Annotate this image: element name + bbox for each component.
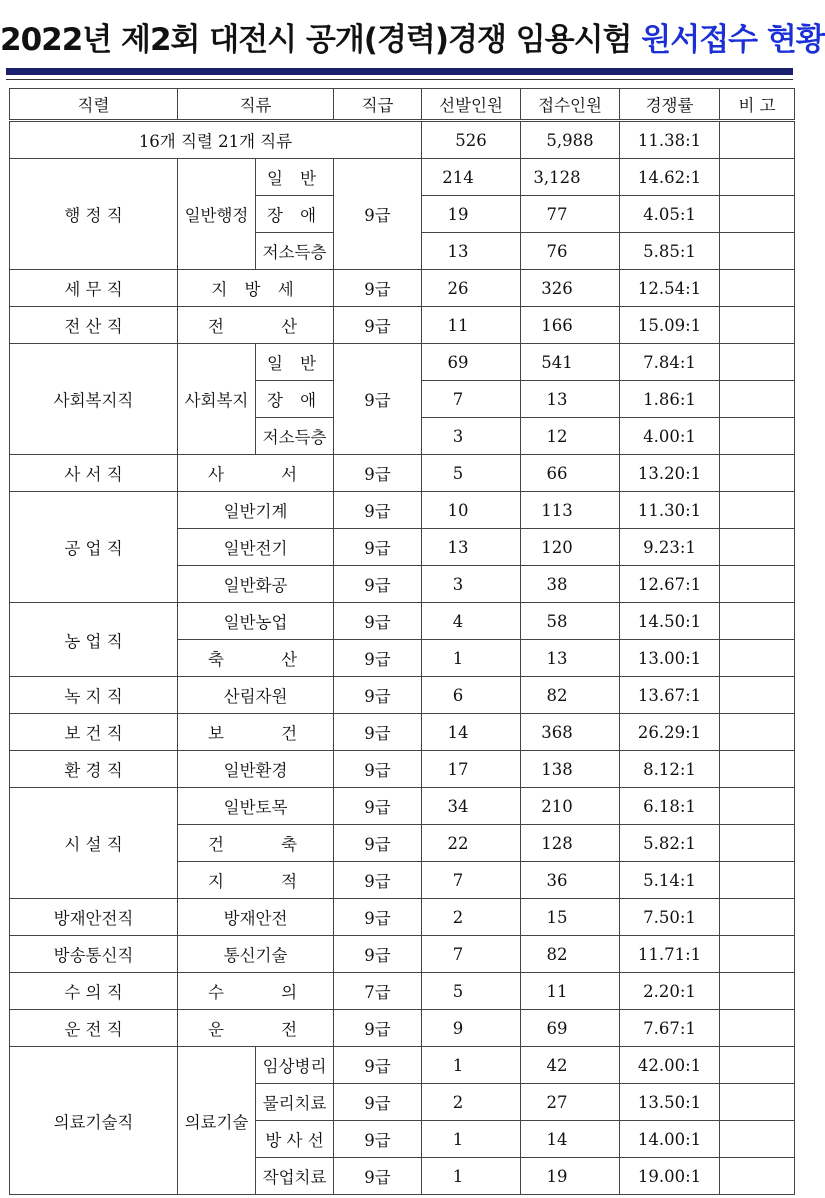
applicants-cell: 15 xyxy=(521,899,620,936)
note-cell xyxy=(720,825,795,862)
category-cell: 의료기술 xyxy=(178,1047,256,1195)
rate-cell: 1.86:1 xyxy=(620,381,720,418)
series-cell: 방재안전직 xyxy=(10,899,178,936)
note-cell xyxy=(720,196,795,233)
applicants-cell: 38 xyxy=(521,566,620,603)
header-series: 직렬 xyxy=(10,89,178,121)
applicants-cell: 128 xyxy=(521,825,620,862)
note-cell xyxy=(720,159,795,196)
page-title-main: 2022년 제2회 대전시 공개(경력)경쟁 임용시험 xyxy=(0,22,642,58)
note-cell xyxy=(720,862,795,899)
title-underline-thick xyxy=(6,68,793,75)
series-cell: 의료기술직 xyxy=(10,1047,178,1195)
subcategory-cell: 장 애 xyxy=(256,381,334,418)
rate-cell: 14.62:1 xyxy=(620,159,720,196)
rate-cell: 42.00:1 xyxy=(620,1047,720,1084)
rate-cell: 12.67:1 xyxy=(620,566,720,603)
applicants-cell: 11 xyxy=(521,973,620,1010)
rate-cell: 9.23:1 xyxy=(620,529,720,566)
selected-cell: 26 xyxy=(422,270,521,307)
grade-cell: 9급 xyxy=(334,1158,422,1195)
category-cell: 방재안전 xyxy=(178,899,334,936)
rate-cell: 19.00:1 xyxy=(620,1158,720,1195)
table-row xyxy=(10,1047,795,1084)
note-cell xyxy=(720,233,795,270)
table-row xyxy=(10,714,795,751)
category-cell: 보 건 xyxy=(178,714,334,751)
series-cell: 사회복지직 xyxy=(10,344,178,455)
series-cell: 방송통신직 xyxy=(10,936,178,973)
note-cell xyxy=(720,529,795,566)
applicants-cell: 82 xyxy=(521,936,620,973)
category-cell: 사 서 xyxy=(178,455,334,492)
rate-cell: 7.67:1 xyxy=(620,1010,720,1047)
rate-cell: 15.09:1 xyxy=(620,307,720,344)
table-row xyxy=(10,899,795,936)
selected-cell: 2 xyxy=(422,1084,521,1121)
selected-cell: 3 xyxy=(422,418,521,455)
note-cell xyxy=(720,1010,795,1047)
grade-cell: 9급 xyxy=(334,899,422,936)
applicants-cell: 14 xyxy=(521,1121,620,1158)
title-underline-thin xyxy=(6,79,793,80)
grade-cell: 9급 xyxy=(334,936,422,973)
applicants-cell: 76 xyxy=(521,233,620,270)
rate-cell: 14.50:1 xyxy=(620,603,720,640)
applicants-cell: 12 xyxy=(521,418,620,455)
rate-cell: 13.20:1 xyxy=(620,455,720,492)
rate-cell: 8.12:1 xyxy=(620,751,720,788)
table-row xyxy=(10,751,795,788)
grade-cell: 9급 xyxy=(334,640,422,677)
rate-cell: 11.30:1 xyxy=(620,492,720,529)
grade-cell: 9급 xyxy=(334,455,422,492)
note-cell xyxy=(720,307,795,344)
note-cell xyxy=(720,603,795,640)
category-cell: 지 방 세 xyxy=(178,270,334,307)
table-row xyxy=(10,788,795,825)
note-cell xyxy=(720,751,795,788)
rate-cell: 26.29:1 xyxy=(620,714,720,751)
selected-cell: 1 xyxy=(422,1121,521,1158)
series-cell: 사 서 직 xyxy=(10,455,178,492)
applicants-cell: 13 xyxy=(521,381,620,418)
applicants-cell: 113 xyxy=(521,492,620,529)
selected-cell: 22 xyxy=(422,825,521,862)
grade-cell: 9급 xyxy=(334,307,422,344)
applicants-cell: 42 xyxy=(521,1047,620,1084)
selected-cell: 13 xyxy=(422,233,521,270)
selected-cell: 7 xyxy=(422,381,521,418)
table-row xyxy=(10,677,795,714)
applicants-cell: 66 xyxy=(521,455,620,492)
note-cell xyxy=(720,492,795,529)
header-grade: 직급 xyxy=(334,89,422,121)
applicants-cell: 3,128 xyxy=(521,159,620,196)
grade-cell: 9급 xyxy=(334,566,422,603)
selected-cell: 9 xyxy=(422,1010,521,1047)
category-cell: 산림자원 xyxy=(178,677,334,714)
series-cell: 전 산 직 xyxy=(10,307,178,344)
selected-cell: 2 xyxy=(422,899,521,936)
category-cell: 축 산 xyxy=(178,640,334,677)
grade-cell: 9급 xyxy=(334,1121,422,1158)
series-cell: 행 정 직 xyxy=(10,159,178,270)
table-row xyxy=(10,1010,795,1047)
table-row xyxy=(10,973,795,1010)
total-rate: 11.38:1 xyxy=(620,121,720,159)
category-cell: 일반화공 xyxy=(178,566,334,603)
grade-cell: 9급 xyxy=(334,825,422,862)
category-cell: 통신기술 xyxy=(178,936,334,973)
note-cell xyxy=(720,714,795,751)
subcategory-cell: 저소득층 xyxy=(256,418,334,455)
category-cell: 수 의 xyxy=(178,973,334,1010)
table-row xyxy=(10,159,795,196)
applicants-cell: 27 xyxy=(521,1084,620,1121)
series-cell: 녹 지 직 xyxy=(10,677,178,714)
subcategory-cell: 임상병리 xyxy=(256,1047,334,1084)
series-cell: 수 의 직 xyxy=(10,973,178,1010)
grade-cell: 9급 xyxy=(334,751,422,788)
subcategory-cell: 작업치료 xyxy=(256,1158,334,1195)
note-cell xyxy=(720,270,795,307)
applicants-cell: 82 xyxy=(521,677,620,714)
rate-cell: 7.50:1 xyxy=(620,899,720,936)
table-row xyxy=(10,936,795,973)
series-cell: 운 전 직 xyxy=(10,1010,178,1047)
subcategory-cell: 일 반 xyxy=(256,159,334,196)
grade-cell: 9급 xyxy=(334,788,422,825)
total-row xyxy=(10,121,795,159)
note-cell xyxy=(720,936,795,973)
series-cell: 공 업 직 xyxy=(10,492,178,603)
note-cell xyxy=(720,1121,795,1158)
series-cell: 농 업 직 xyxy=(10,603,178,677)
selected-cell: 34 xyxy=(422,788,521,825)
table-row xyxy=(10,307,795,344)
grade-cell: 9급 xyxy=(334,603,422,640)
total-note xyxy=(720,121,795,159)
grade-cell: 9급 xyxy=(334,862,422,899)
selected-cell: 69 xyxy=(422,344,521,381)
header-rate: 경쟁률 xyxy=(620,89,720,121)
subcategory-cell: 저소득층 xyxy=(256,233,334,270)
rate-cell: 13.67:1 xyxy=(620,677,720,714)
selected-cell: 4 xyxy=(422,603,521,640)
category-cell: 전 산 xyxy=(178,307,334,344)
rate-cell: 7.84:1 xyxy=(620,344,720,381)
total-selected: 526 xyxy=(422,121,521,159)
selected-cell: 5 xyxy=(422,973,521,1010)
note-cell xyxy=(720,640,795,677)
subcategory-cell: 일 반 xyxy=(256,344,334,381)
note-cell xyxy=(720,899,795,936)
selected-cell: 14 xyxy=(422,714,521,751)
category-cell: 지 적 xyxy=(178,862,334,899)
header-note: 비 고 xyxy=(720,89,795,121)
series-cell: 보 건 직 xyxy=(10,714,178,751)
header-row xyxy=(10,89,795,121)
grade-cell: 9급 xyxy=(334,492,422,529)
selected-cell: 5 xyxy=(422,455,521,492)
applicants-cell: 13 xyxy=(521,640,620,677)
note-cell xyxy=(720,788,795,825)
selected-cell: 7 xyxy=(422,936,521,973)
grade-cell: 9급 xyxy=(334,159,422,270)
applicants-cell: 58 xyxy=(521,603,620,640)
category-cell: 사회복지 xyxy=(178,344,256,455)
note-cell xyxy=(720,455,795,492)
selected-cell: 7 xyxy=(422,862,521,899)
rate-cell: 14.00:1 xyxy=(620,1121,720,1158)
selected-cell: 13 xyxy=(422,529,521,566)
applicants-cell: 69 xyxy=(521,1010,620,1047)
selected-cell: 1 xyxy=(422,1047,521,1084)
grade-cell: 9급 xyxy=(334,1084,422,1121)
applicants-cell: 120 xyxy=(521,529,620,566)
rate-cell: 5.14:1 xyxy=(620,862,720,899)
grade-cell: 9급 xyxy=(334,529,422,566)
category-cell: 일반농업 xyxy=(178,603,334,640)
selected-cell: 11 xyxy=(422,307,521,344)
applicants-cell: 19 xyxy=(521,1158,620,1195)
series-cell: 세 무 직 xyxy=(10,270,178,307)
rate-cell: 13.00:1 xyxy=(620,640,720,677)
selected-cell: 1 xyxy=(422,1158,521,1195)
series-cell: 환 경 직 xyxy=(10,751,178,788)
page-title xyxy=(0,14,825,59)
rate-cell: 2.20:1 xyxy=(620,973,720,1010)
header-applicants: 접수인원 xyxy=(521,89,620,121)
page-title-highlight: 원서접수 현황 xyxy=(641,22,825,58)
note-cell xyxy=(720,344,795,381)
applicants-cell: 36 xyxy=(521,862,620,899)
table-row xyxy=(10,492,795,529)
category-cell: 일반전기 xyxy=(178,529,334,566)
table-row xyxy=(10,603,795,640)
rate-cell: 6.18:1 xyxy=(620,788,720,825)
series-cell: 시 설 직 xyxy=(10,788,178,899)
table-row xyxy=(10,270,795,307)
applicants-cell: 210 xyxy=(521,788,620,825)
grade-cell: 7급 xyxy=(334,973,422,1010)
selected-cell: 3 xyxy=(422,566,521,603)
rate-cell: 4.00:1 xyxy=(620,418,720,455)
grade-cell: 9급 xyxy=(334,344,422,455)
applicants-cell: 138 xyxy=(521,751,620,788)
note-cell xyxy=(720,566,795,603)
selected-cell: 10 xyxy=(422,492,521,529)
selected-cell: 19 xyxy=(422,196,521,233)
category-cell: 일반토목 xyxy=(178,788,334,825)
category-cell: 운 전 xyxy=(178,1010,334,1047)
applicants-cell: 77 xyxy=(521,196,620,233)
category-cell: 일반환경 xyxy=(178,751,334,788)
header-category: 직류 xyxy=(178,89,334,121)
grade-cell: 9급 xyxy=(334,1047,422,1084)
subcategory-cell: 물리치료 xyxy=(256,1084,334,1121)
note-cell xyxy=(720,1084,795,1121)
applicants-cell: 541 xyxy=(521,344,620,381)
selected-cell: 6 xyxy=(422,677,521,714)
total-label: 16개 직렬 21개 직류 xyxy=(10,121,422,159)
grade-cell: 9급 xyxy=(334,714,422,751)
total-applicants: 5,988 xyxy=(521,121,620,159)
applications-table xyxy=(9,88,795,1195)
rate-cell: 12.54:1 xyxy=(620,270,720,307)
rate-cell: 5.82:1 xyxy=(620,825,720,862)
category-cell: 건 축 xyxy=(178,825,334,862)
selected-cell: 214 xyxy=(422,159,521,196)
subcategory-cell: 방 사 선 xyxy=(256,1121,334,1158)
category-cell: 일반행정 xyxy=(178,159,256,270)
selected-cell: 17 xyxy=(422,751,521,788)
note-cell xyxy=(720,1047,795,1084)
grade-cell: 9급 xyxy=(334,270,422,307)
note-cell xyxy=(720,1158,795,1195)
selected-cell: 1 xyxy=(422,640,521,677)
category-cell: 일반기계 xyxy=(178,492,334,529)
rate-cell: 5.85:1 xyxy=(620,233,720,270)
rate-cell: 11.71:1 xyxy=(620,936,720,973)
note-cell xyxy=(720,677,795,714)
header-selected: 선발인원 xyxy=(422,89,521,121)
rate-cell: 13.50:1 xyxy=(620,1084,720,1121)
table-row xyxy=(10,455,795,492)
table-row xyxy=(10,344,795,381)
note-cell xyxy=(720,973,795,1010)
rate-cell: 4.05:1 xyxy=(620,196,720,233)
subcategory-cell: 장 애 xyxy=(256,196,334,233)
applicants-cell: 368 xyxy=(521,714,620,751)
applicants-cell: 326 xyxy=(521,270,620,307)
grade-cell: 9급 xyxy=(334,1010,422,1047)
note-cell xyxy=(720,381,795,418)
note-cell xyxy=(720,418,795,455)
applicants-cell: 166 xyxy=(521,307,620,344)
grade-cell: 9급 xyxy=(334,677,422,714)
